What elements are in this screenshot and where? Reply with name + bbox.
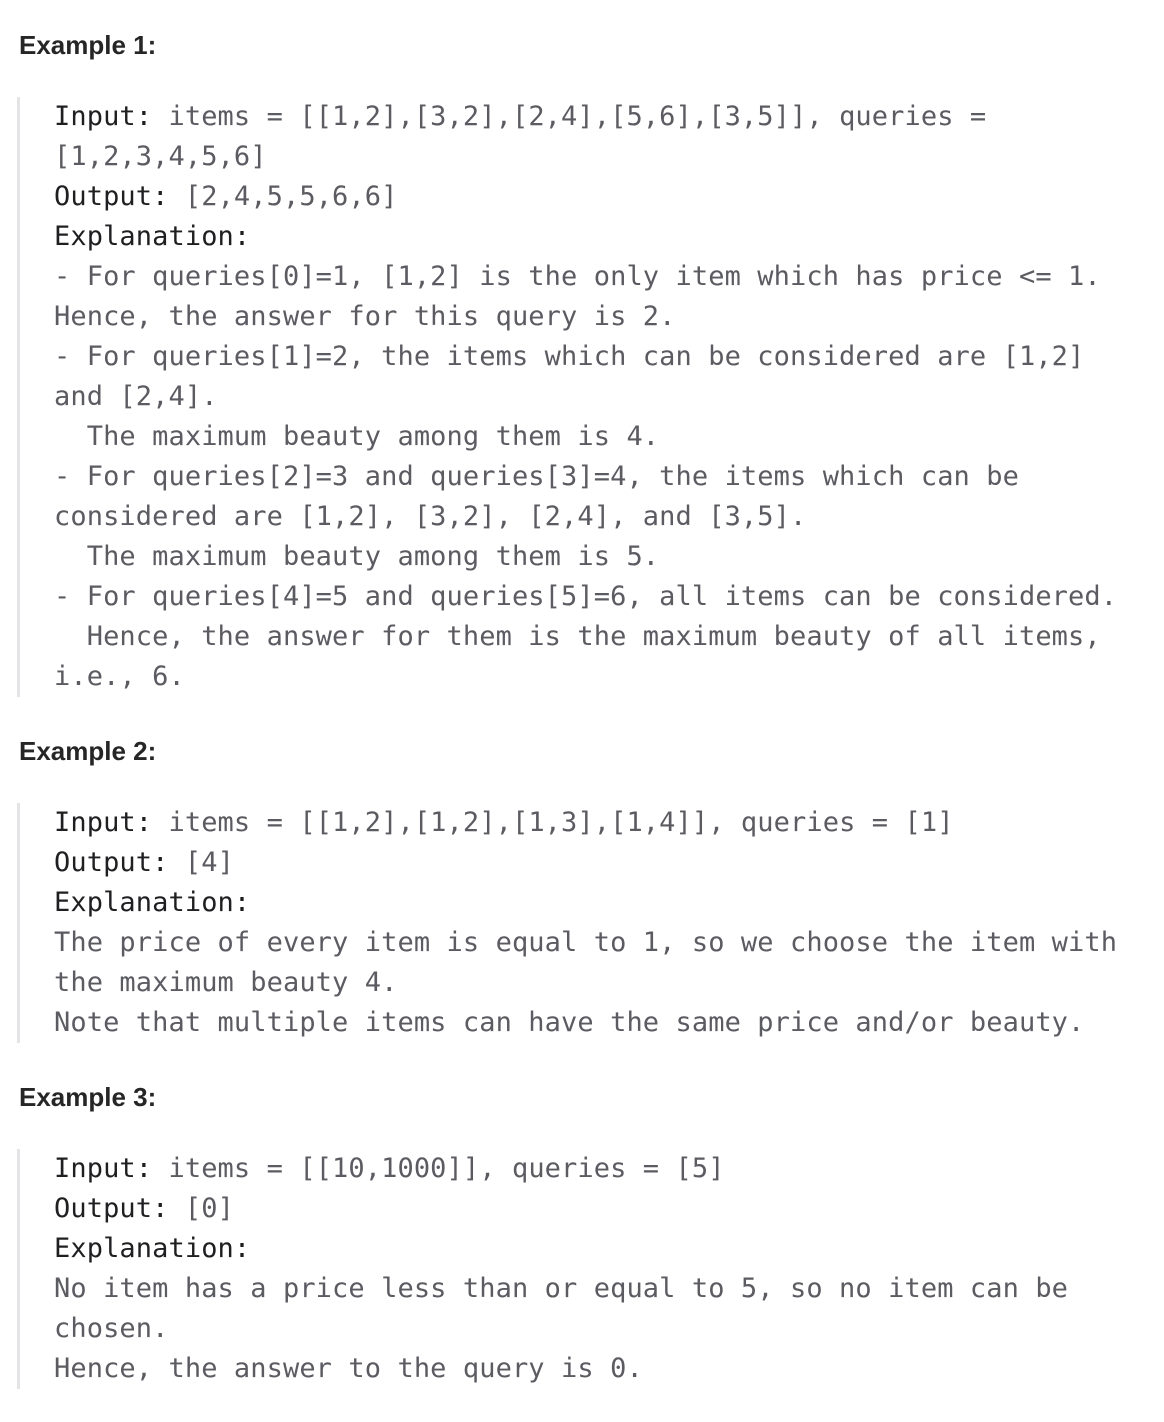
line-text: - For queries[2]=3 and queries[3]=4, the items which can be xyxy=(54,461,1019,492)
example-1-block xyxy=(17,97,1157,697)
example-line xyxy=(54,1309,1157,1349)
line-text: and [2,4]. xyxy=(54,381,218,412)
example-line xyxy=(54,1229,1157,1269)
line-text: No item has a price less than or equal to 5, so no item can be xyxy=(54,1273,1069,1304)
line-label: Output: xyxy=(54,181,169,212)
line-text: The maximum beauty among them is 5. xyxy=(54,541,660,572)
example-line xyxy=(54,883,1157,923)
line-text: - For queries[1]=2, the items which can be considered are [1,2] xyxy=(54,341,1085,372)
example-line xyxy=(54,1189,1157,1229)
line-text: [2,4,5,5,6,6] xyxy=(168,181,398,212)
example-line xyxy=(54,963,1157,1003)
example-line xyxy=(54,137,1157,177)
line-label: Explanation: xyxy=(54,221,251,252)
example-3-block xyxy=(17,1149,1157,1389)
example-line xyxy=(54,497,1157,537)
example-line xyxy=(54,217,1157,257)
example-2-title: Example 2: xyxy=(19,736,157,766)
example-line xyxy=(54,617,1157,657)
line-text: Hence, the answer for them is the maximum beauty of all items, xyxy=(54,621,1101,652)
example-line xyxy=(54,297,1157,337)
line-text: The maximum beauty among them is 4. xyxy=(54,421,660,452)
example-1-title: Example 1: xyxy=(19,30,157,60)
line-label: Output: xyxy=(54,847,169,878)
example-line xyxy=(54,1003,1157,1043)
line-text: considered are [1,2], [3,2], [2,4], and [3,5]. xyxy=(54,501,807,532)
line-label: Explanation: xyxy=(54,1233,251,1264)
line-text: [1,2,3,4,5,6] xyxy=(54,141,267,172)
example-line xyxy=(54,803,1157,843)
example-line xyxy=(54,337,1157,377)
example-line xyxy=(54,577,1157,617)
example-line xyxy=(54,657,1157,697)
example-line xyxy=(54,537,1157,577)
example-line xyxy=(54,1269,1157,1309)
example-line xyxy=(54,843,1157,883)
line-text: the maximum beauty 4. xyxy=(54,967,398,998)
line-label: Input: xyxy=(54,101,153,132)
example-line xyxy=(54,177,1157,217)
line-text: The price of every item is equal to 1, so we choose the item with xyxy=(54,927,1118,958)
line-text: Hence, the answer to the query is 0. xyxy=(54,1353,643,1384)
line-text: Hence, the answer for this query is 2. xyxy=(54,301,676,332)
example-line xyxy=(54,1149,1157,1189)
line-text: - For queries[0]=1, [1,2] is the only item which has price <= 1. xyxy=(54,261,1101,292)
line-text: [4] xyxy=(168,847,234,878)
line-text: items = [[1,2],[1,2],[1,3],[1,4]], queries = [1] xyxy=(152,807,954,838)
example-line xyxy=(54,377,1157,417)
line-text: items = [[1,2],[3,2],[2,4],[5,6],[3,5]], queries = xyxy=(152,101,987,132)
line-label: Input: xyxy=(54,1153,153,1184)
example-line xyxy=(54,923,1157,963)
example-3-title: Example 3: xyxy=(19,1082,157,1112)
line-text: - For queries[4]=5 and queries[5]=6, all items can be considered. xyxy=(54,581,1118,612)
example-line xyxy=(54,97,1157,137)
line-label: Output: xyxy=(54,1193,169,1224)
example-line xyxy=(54,417,1157,457)
example-line xyxy=(54,1349,1157,1389)
line-label: Input: xyxy=(54,807,153,838)
line-text: chosen. xyxy=(54,1313,169,1344)
example-line xyxy=(54,457,1157,497)
example-2-block xyxy=(17,803,1157,1043)
line-text: [0] xyxy=(168,1193,234,1224)
line-text: Note that multiple items can have the same price and/or beauty. xyxy=(54,1007,1085,1038)
line-text: i.e., 6. xyxy=(54,661,185,692)
example-line xyxy=(54,257,1157,297)
line-text: items = [[10,1000]], queries = [5] xyxy=(152,1153,725,1184)
line-label: Explanation: xyxy=(54,887,251,918)
